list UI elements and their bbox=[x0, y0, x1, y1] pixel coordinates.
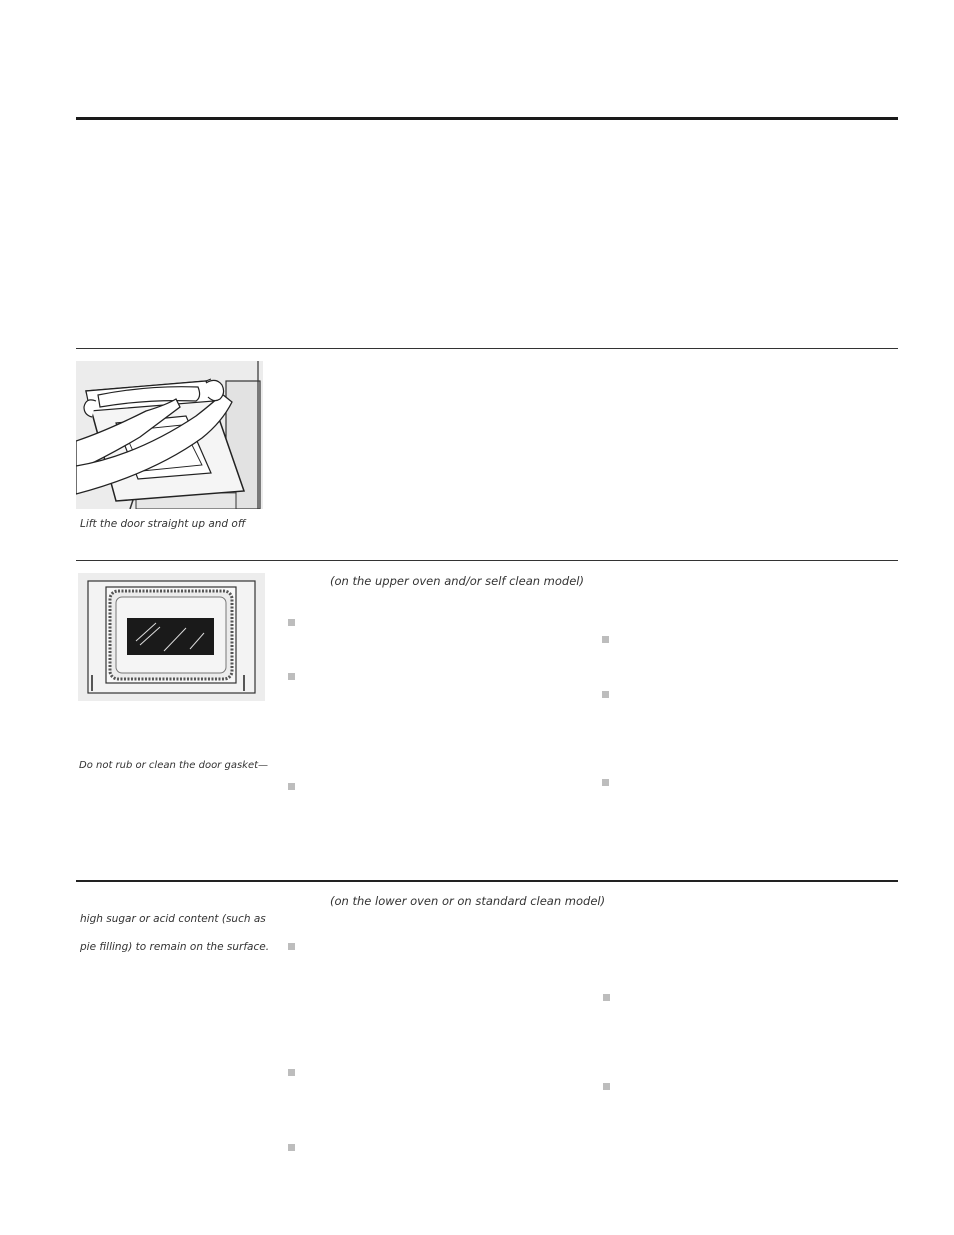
square-bullet-icon bbox=[288, 619, 295, 626]
section-divider-door bbox=[76, 348, 898, 349]
door-gasket-illustration-icon bbox=[78, 573, 265, 701]
square-bullet-icon bbox=[603, 1083, 610, 1090]
upper-oven-subheading: (on the upper oven and/or self clean model) bbox=[330, 574, 584, 588]
door-lift-illustration-icon bbox=[76, 361, 263, 509]
square-bullet-icon bbox=[603, 994, 610, 1001]
square-bullet-icon bbox=[288, 943, 295, 950]
square-bullet-icon bbox=[602, 636, 609, 643]
square-bullet-icon bbox=[602, 691, 609, 698]
square-bullet-icon bbox=[288, 1144, 295, 1151]
top-rule bbox=[76, 117, 898, 120]
lower-oven-subheading: (on the lower oven or on standard clean model) bbox=[330, 894, 606, 908]
gasket-caption: Do not rub or clean the door gasket— bbox=[79, 760, 269, 771]
sugar-note-line2: pie filling) to remain on the surface. bbox=[80, 941, 270, 953]
section-divider-lower-oven bbox=[76, 880, 898, 882]
sugar-note-line1: high sugar or acid content (such as bbox=[80, 913, 266, 925]
square-bullet-icon bbox=[602, 779, 609, 786]
square-bullet-icon bbox=[288, 783, 295, 790]
section-divider-upper-oven bbox=[76, 560, 898, 561]
square-bullet-icon bbox=[288, 1069, 295, 1076]
square-bullet-icon bbox=[288, 673, 295, 680]
door-lift-caption: Lift the door straight up and off bbox=[80, 518, 246, 530]
